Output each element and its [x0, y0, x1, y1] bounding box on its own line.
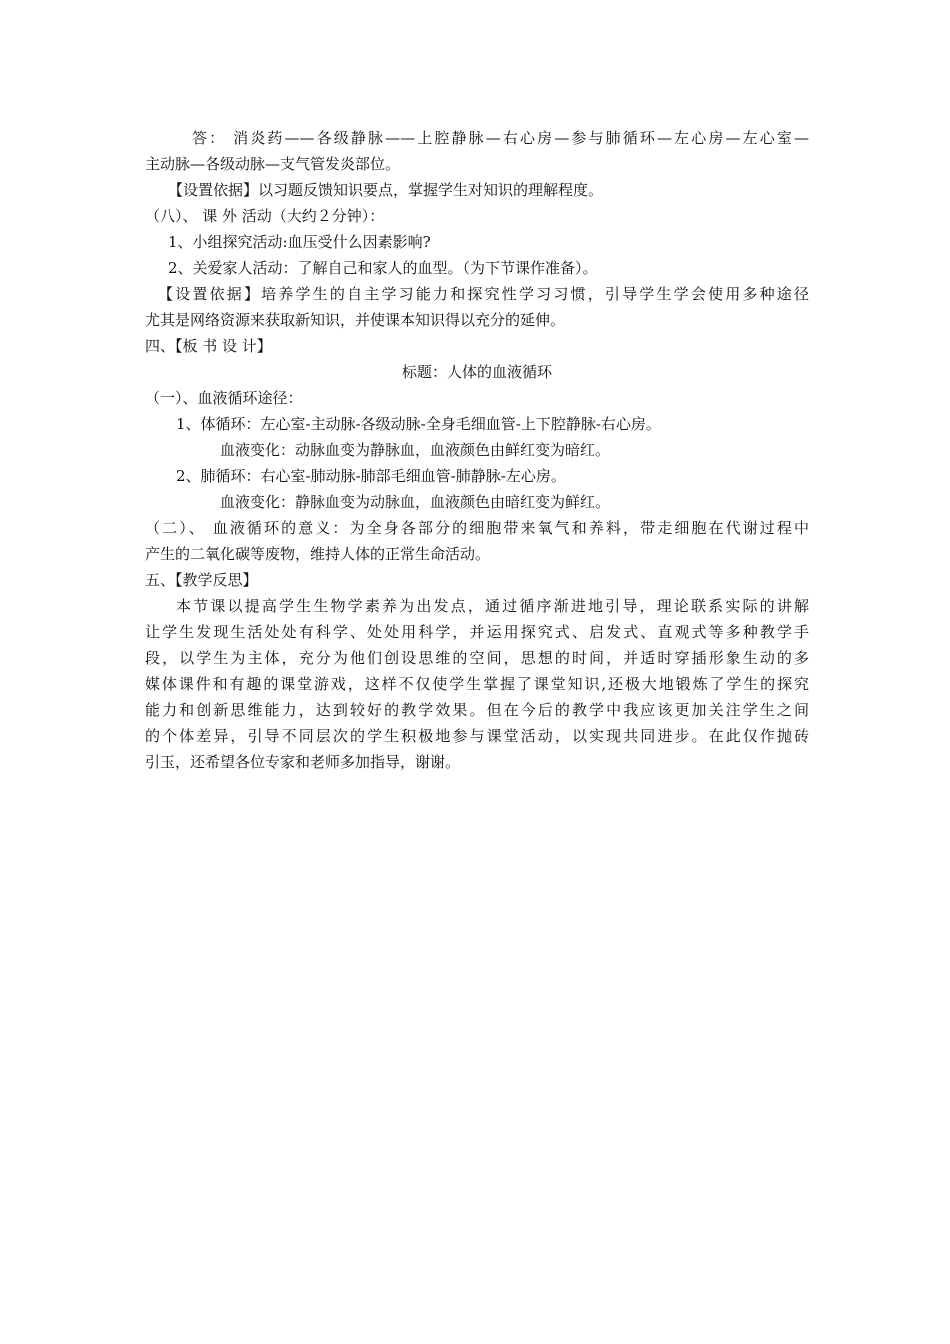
section-8-heading: （八）、 课 外 活动（大约２分钟）：: [145, 207, 385, 225]
reflection-line: 段，以学生为主体，充分为他们创设思维的空间，思想的时间，并适时穿插形象生动的多: [145, 649, 809, 667]
answer-line-1: 答： 消炎药——各级静脉——上腔静脉—右心房—参与肺循环—左心房—左心室—: [192, 129, 809, 147]
design-basis-2-line-1: 【设置依据】培养学生的自主学习能力和探究性学习习惯，引导学生学会使用多种途径: [158, 285, 809, 303]
pulmonary-circulation: 2、肺循环：右心室-肺动脉-肺部毛细血管-肺静脉-左心房。: [176, 467, 566, 485]
activity-item-1: 1、小组探究活动:血压受什么因素影响?: [168, 233, 431, 251]
activity-item-2: 2、关爱家人活动：了解自己和家人的血型。（为下节课作准备）。: [168, 259, 598, 277]
reflection-heading: 五、【教学反思】: [145, 571, 258, 589]
board-title: 标题：人体的血液循环: [401, 363, 552, 381]
circulation-meaning-line-2: 产生的二氧化碳等废物，维持人体的正常生命活动。: [145, 545, 491, 563]
design-basis-2-line-2: 尤其是网络资源来获取新知识，并使课本知识得以充分的延伸。: [145, 311, 566, 329]
reflection-line: 的个体差异，引导不同层次的学生积极地参与课堂活动，以实现共同进步。在此仅作抛砖: [145, 727, 809, 745]
circulation-route-heading: （一）、血液循环途径：: [145, 389, 303, 407]
pulmonary-blood-change: 血液变化：静脉血变为动脉血，血液颜色由暗红变为鲜红。: [220, 493, 611, 511]
design-basis-1: 【设置依据】以习题反馈知识要点，掌握学生对知识的理解程度。: [168, 181, 604, 199]
circulation-meaning-line-1: （二）、 血液循环的意义：为全身各部分的细胞带来氧气和养料，带走细胞在代谢过程中: [145, 519, 809, 537]
reflection-line: 能力和创新思维能力，达到较好的教学效果。但在今后的教学中我应该更加关注学生之间: [145, 701, 809, 719]
systemic-blood-change: 血液变化：动脉血变为静脉血，血液颜色由鲜红变为暗红。: [220, 441, 611, 459]
reflection-line: 本节课以提高学生生物学素养为出发点，通过循序渐进地引导，理论联系实际的讲解: [176, 597, 809, 615]
systemic-circulation: 1、体循环：左心室-主动脉-各级动脉-全身毛细血管-上下腔静脉-右心房。: [176, 415, 661, 433]
reflection-line: 引玉，还希望各位专家和老师多加指导，谢谢。: [145, 753, 461, 771]
reflection-line: 让学生发现生活处处有科学、处处用科学，并运用探究式、启发式、直观式等多种教学手: [145, 623, 809, 641]
reflection-line: 媒体课件和有趣的课堂游戏，这样不仅使学生掌握了课堂知识,还极大地锻炼了学生的探究: [145, 675, 809, 693]
board-design-heading: 四、【板 书 设 计】: [145, 337, 272, 355]
answer-line-2: 主动脉—各级动脉—支气管发炎部位。: [145, 155, 401, 173]
